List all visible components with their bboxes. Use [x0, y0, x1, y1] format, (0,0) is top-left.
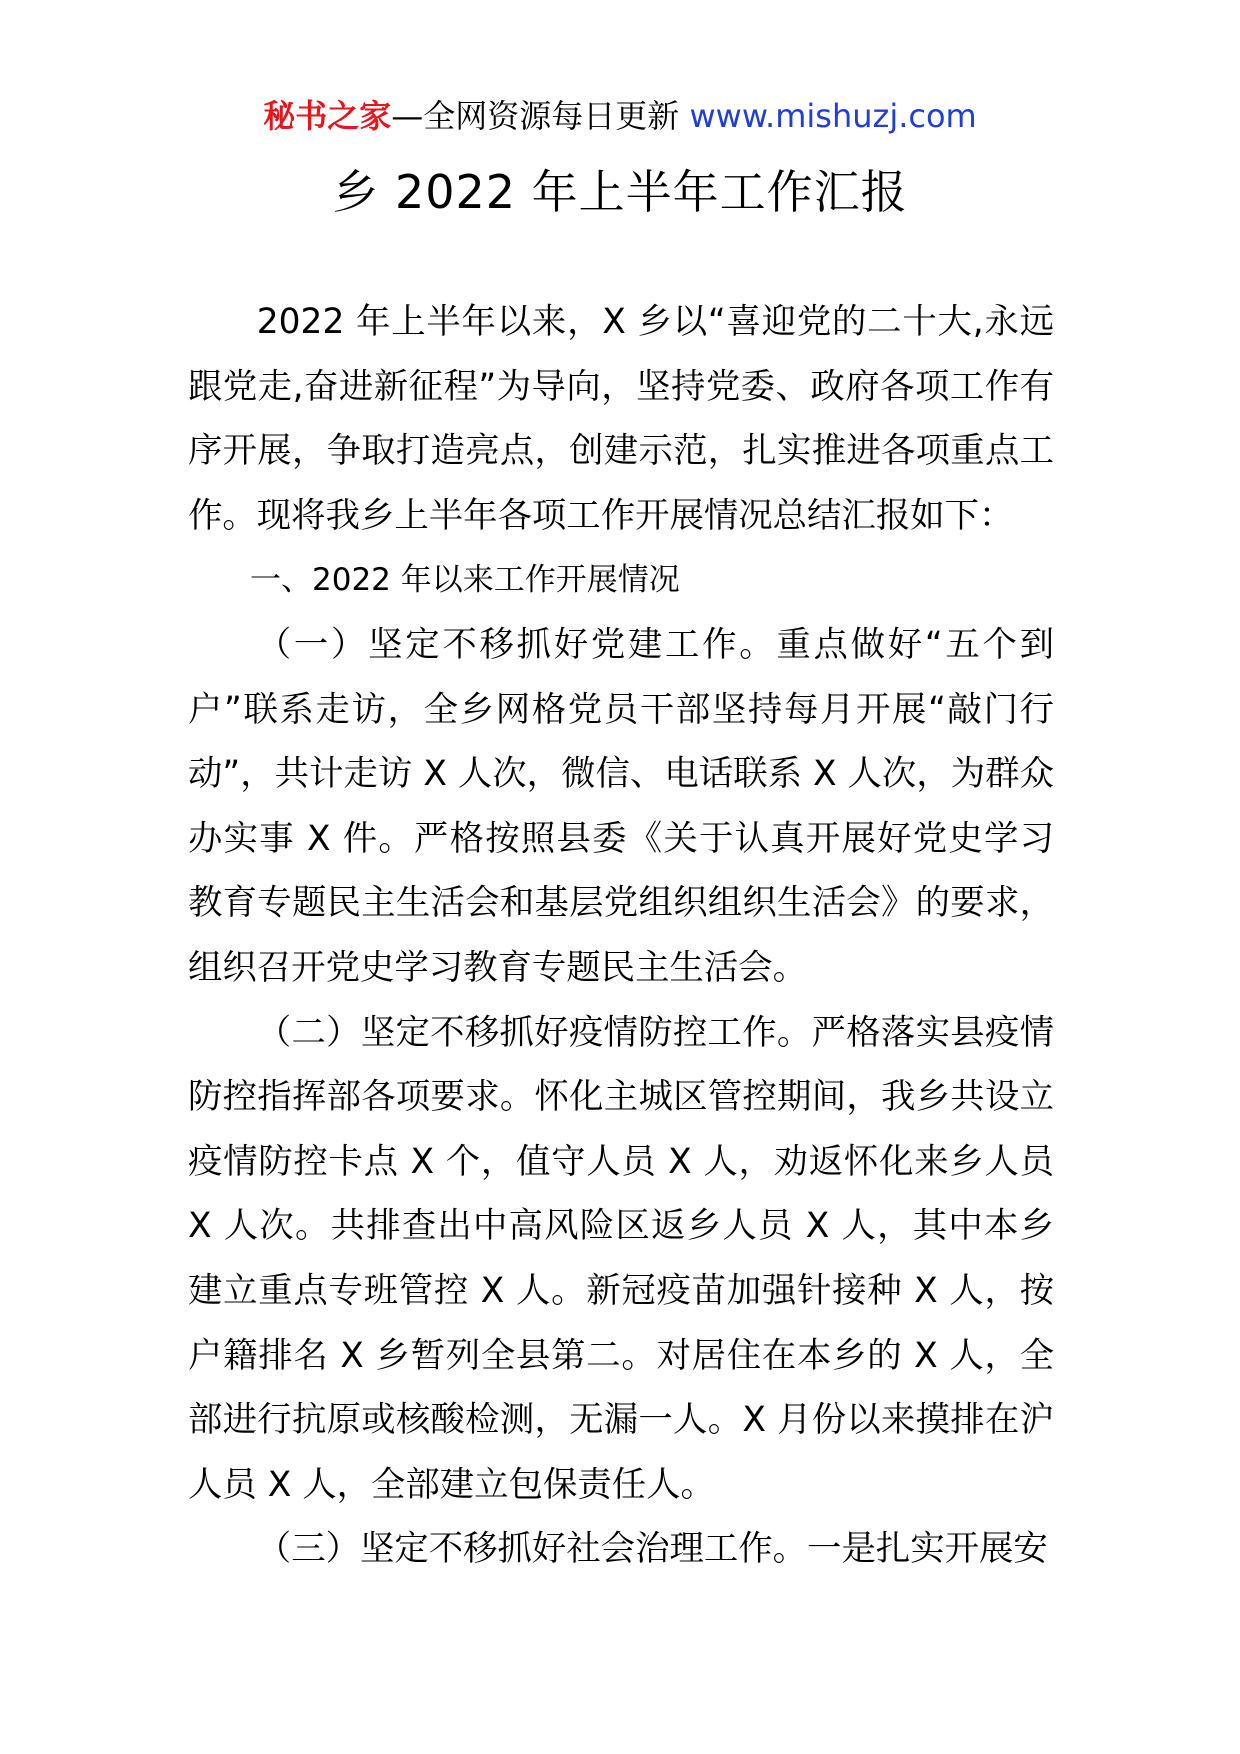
section-heading: 一、2022 年以来工作开展情况 [250, 562, 680, 599]
site-brand: 秘书之家 [263, 97, 392, 135]
document-body [188, 290, 1054, 1582]
intro-paragraph: 2022 年上半年以来，X 乡以“喜迎党的二十大,永远跟党走,奋进新征程”为导向，坚持党委、政府各项工作有序开展，争取打造亮点，创建示范，扎实推进各项重点工作。现将我乡上半年各项工作开展情况总结汇报如下： [188, 302, 1054, 536]
site-header [0, 96, 1240, 136]
document-title: 乡 2022 年上半年工作汇报 [332, 165, 908, 219]
site-url-link[interactable]: www.mishuzj.com [689, 97, 977, 135]
social-governance-paragraph: （三）坚定不移抓好社会治理工作。一是扎实开展安 [256, 1529, 1048, 1570]
epidemic-control-paragraph: （二）坚定不移抓好疫情防控工作。严格落实县疫情防控指挥部各项要求。怀化主城区管控期间，我乡共设立疫情防控卡点 X 个，值守人员 X 人，劝返怀化来乡人员 X 人次。共排查出中高风险区返乡人员 X 人，其中本乡建立重点专班管控 X 人。新冠疫苗加强针接种 X 人，按户籍排名 X 乡暂列全县第二。对居住在本乡的 X 人，全部进行抗原或核酸检测，无漏一人。X 月份以来摸排在沪人员 X 人，全部建立包保责任人。 [188, 1012, 1054, 1505]
site-slogan: —全网资源每日更新 [391, 97, 680, 135]
party-building-paragraph: （一）坚定不移抓好党建工作。重点做好“五个到户”联系走访，全乡网格党员干部坚持每月开展“敲门行动”，共计走访 X 人次，微信、电话联系 X 人次，为群众办实事 X 件。严格按照县委《关于认真开展好党史学习教育专题民主生活会和基层党组织组织生活会》的要求，组织召开党史学习教育专题民主生活会。 [188, 624, 1054, 988]
